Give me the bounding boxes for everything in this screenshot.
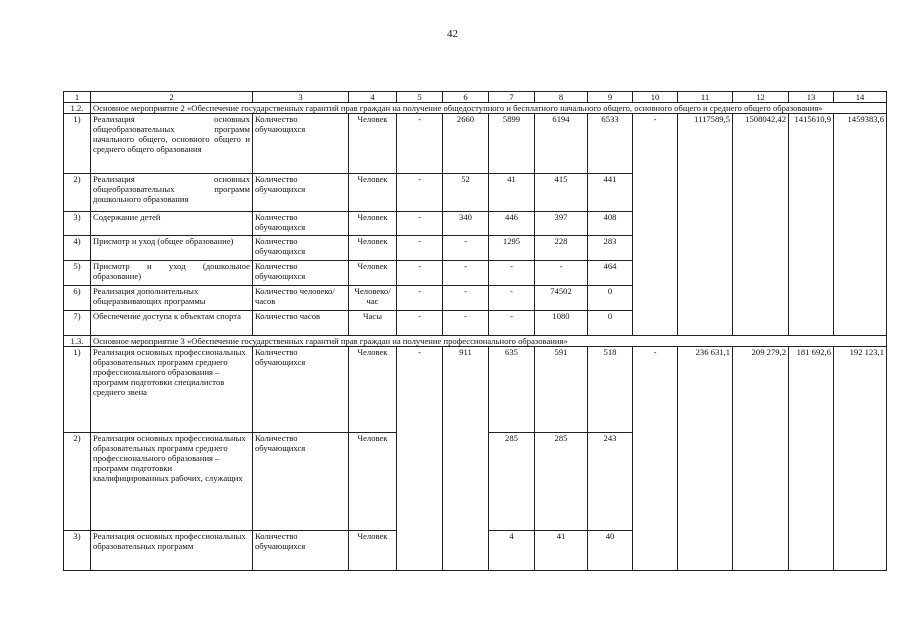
value-cell: 2660 <box>443 114 489 174</box>
value-cell: - <box>397 236 443 261</box>
section-number: 1.3. <box>64 336 91 347</box>
value-cell: - <box>397 311 443 336</box>
unit: Человек <box>349 261 397 286</box>
section-number: 1.2. <box>64 103 91 114</box>
value-cell: 1415610,9 <box>789 114 834 336</box>
indicator: Количество обучающихся <box>253 433 349 531</box>
activity-name: Обеспечение доступа к объектам спорта <box>91 311 253 336</box>
activity-name: Реализация основных профессиональных образовательных программ <box>91 531 253 571</box>
activity-name: Реализация основных профессиональных образовательных программ среднего профессионального образования – программ подготовки квалифицированных рабочих, служащих <box>91 433 253 531</box>
value-cell: 464 <box>588 261 633 286</box>
value-cell: - <box>397 174 443 212</box>
value-cell: 441 <box>588 174 633 212</box>
section-title: Основное мероприятие 3 «Обеспечение государственных гарантий прав граждан на получение профессионального образования» <box>91 336 887 347</box>
value-cell: - <box>443 261 489 286</box>
value-cell: 446 <box>489 212 535 236</box>
unit: Человеко/ час <box>349 286 397 311</box>
value-cell: - <box>443 286 489 311</box>
row-number: 3) <box>64 212 91 236</box>
unit: Человек <box>349 531 397 571</box>
value-cell: - <box>443 311 489 336</box>
value-cell: 6533 <box>588 114 633 174</box>
indicator: Количество обучающихся <box>253 347 349 433</box>
value-cell: - <box>397 212 443 236</box>
row-number: 3) <box>64 531 91 571</box>
header-cell: 8 <box>535 92 588 103</box>
unit: Человек <box>349 174 397 212</box>
table-row <box>64 347 887 433</box>
row-number: 1) <box>64 114 91 174</box>
value-cell: - <box>633 114 678 336</box>
row-number: 2) <box>64 174 91 212</box>
value-cell: 1459383,6 <box>834 114 887 336</box>
activity-name: Реализация дополнительных общеразвивающих программы <box>91 286 253 311</box>
unit: Человек <box>349 212 397 236</box>
data-table <box>63 91 887 571</box>
unit: Часы <box>349 311 397 336</box>
value-cell: 4 <box>489 531 535 571</box>
indicator: Количество обучающихся <box>253 261 349 286</box>
value-cell: - <box>489 261 535 286</box>
value-cell: - <box>633 347 678 571</box>
value-cell: 1080 <box>535 311 588 336</box>
activity-name: Содержание детей <box>91 212 253 236</box>
section-title: Основное мероприятие 2 «Обеспечение государственных гарантий прав граждан на получение общедоступного и бесплатного начального общего, основного общего и среднего общего образования» <box>91 103 887 114</box>
value-cell: 236 631,1 <box>678 347 733 571</box>
value-cell: 0 <box>588 311 633 336</box>
header-cell: 2 <box>91 92 253 103</box>
section-row <box>64 103 887 114</box>
indicator: Количество человеко/часов <box>253 286 349 311</box>
value-cell: 74502 <box>535 286 588 311</box>
value-cell: 209 279,2 <box>733 347 789 571</box>
row-number: 4) <box>64 236 91 261</box>
value-cell: 285 <box>489 433 535 531</box>
row-number: 7) <box>64 311 91 336</box>
value-cell: 1508042,42 <box>733 114 789 336</box>
value-cell: 41 <box>489 174 535 212</box>
value-cell: - <box>397 114 443 174</box>
value-cell: 340 <box>443 212 489 236</box>
header-cell: 6 <box>443 92 489 103</box>
value-cell: 591 <box>535 347 588 433</box>
header-cell: 11 <box>678 92 733 103</box>
table-row <box>64 114 887 174</box>
value-cell: 243 <box>588 433 633 531</box>
activity-name: Реализация основных общеобразовательных программ дошкольного образования <box>91 174 253 212</box>
value-cell: - <box>443 236 489 261</box>
value-cell: - <box>397 261 443 286</box>
indicator: Количество обучающихся <box>253 174 349 212</box>
value-cell: 408 <box>588 212 633 236</box>
activity-name: Реализация основных профессиональных образовательных программ среднего профессионального образования – программ подготовки специалистов среднего звена <box>91 347 253 433</box>
activity-name: Присмотр и уход (дошкольное образование) <box>91 261 253 286</box>
value-cell: - <box>489 286 535 311</box>
value-cell: 0 <box>588 286 633 311</box>
value-cell: 41 <box>535 531 588 571</box>
value-cell: 40 <box>588 531 633 571</box>
header-cell: 7 <box>489 92 535 103</box>
value-cell: 1117589,5 <box>678 114 733 336</box>
value-cell: 1295 <box>489 236 535 261</box>
row-number: 1) <box>64 347 91 433</box>
row-number: 2) <box>64 433 91 531</box>
value-cell: 181 692,6 <box>789 347 834 571</box>
unit: Человек <box>349 114 397 174</box>
section-row <box>64 336 887 347</box>
row-number: 6) <box>64 286 91 311</box>
header-row <box>64 92 887 103</box>
value-cell: 285 <box>535 433 588 531</box>
value-cell: 415 <box>535 174 588 212</box>
unit: Человек <box>349 433 397 531</box>
value-cell: - <box>397 286 443 311</box>
header-cell: 4 <box>349 92 397 103</box>
row-number: 5) <box>64 261 91 286</box>
indicator: Количество обучающихся <box>253 531 349 571</box>
value-cell: 283 <box>588 236 633 261</box>
value-cell: 52 <box>443 174 489 212</box>
header-cell: 13 <box>789 92 834 103</box>
header-cell: 3 <box>253 92 349 103</box>
page-number: 42 <box>447 28 458 40</box>
value-cell: 192 123,1 <box>834 347 887 571</box>
value-cell: 228 <box>535 236 588 261</box>
value-cell: 397 <box>535 212 588 236</box>
header-cell: 12 <box>733 92 789 103</box>
value-cell: 635 <box>489 347 535 433</box>
header-cell: 1 <box>64 92 91 103</box>
value-cell: 6194 <box>535 114 588 174</box>
activity-name: Присмотр и уход (общее образование) <box>91 236 253 261</box>
unit: Человек <box>349 347 397 433</box>
value-cell: 5899 <box>489 114 535 174</box>
indicator: Количество обучающихся <box>253 236 349 261</box>
indicator: Количество обучающихся <box>253 114 349 174</box>
header-cell: 5 <box>397 92 443 103</box>
indicator: Количество обучающихся <box>253 212 349 236</box>
unit: Человек <box>349 236 397 261</box>
header-cell: 14 <box>834 92 887 103</box>
value-cell: 518 <box>588 347 633 433</box>
value-cell: - <box>535 261 588 286</box>
indicator: Количество часов <box>253 311 349 336</box>
value-cell: - <box>489 311 535 336</box>
header-cell: 10 <box>633 92 678 103</box>
header-cell: 9 <box>588 92 633 103</box>
value-cell: 911 <box>443 347 489 571</box>
value-cell: - <box>397 347 443 571</box>
activity-name: Реализация основных общеобразовательных программ начального общего, основного общего и среднего общего образования <box>91 114 253 174</box>
